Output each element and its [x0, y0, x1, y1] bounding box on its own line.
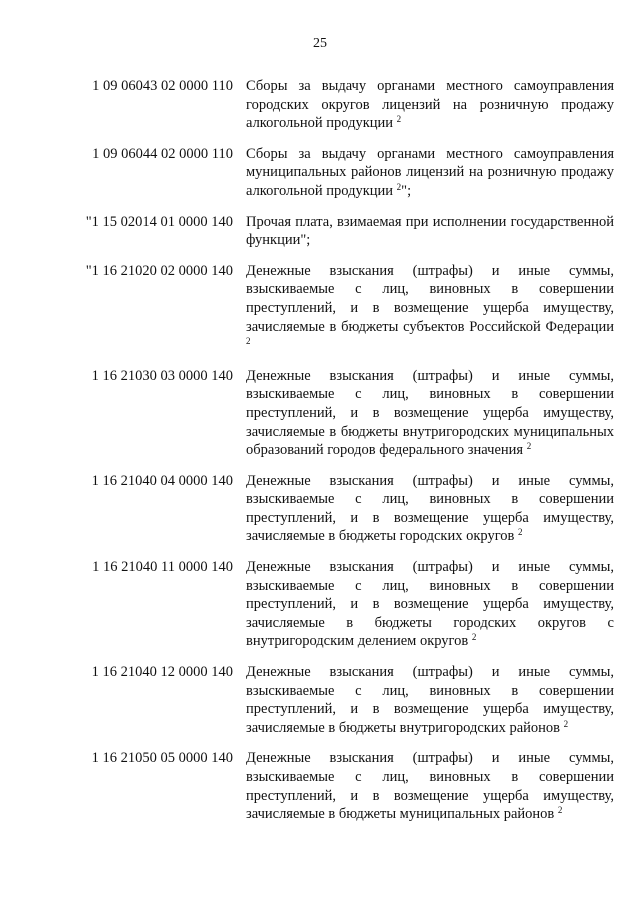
code-description	[246, 213, 614, 250]
budget-code: "1 15 02014 01 0000 140	[85, 213, 233, 230]
table-row	[0, 262, 640, 355]
table-row	[0, 472, 640, 546]
footnote-marker: 2	[518, 527, 523, 538]
budget-code: 1 16 21050 05 0000 140	[91, 750, 233, 767]
footnote-marker: 2	[471, 632, 477, 643]
code-description	[246, 749, 614, 823]
footnote-marker: 2	[246, 336, 251, 347]
description-text: Сборы за выдачу органами местного самоуправления городских округов лицензий на розничную продажу алкогольной продукции	[246, 78, 614, 132]
budget-code: 1 16 21040 11 0000 140	[92, 559, 233, 576]
description-text: Денежные взыскания (штрафы) и иные суммы, взыскиваемые с лиц, виновных в совершении преступлений, и в возмещение ущерба имуществу, зачисляемые в бюджеты внутригородских районов	[246, 664, 614, 736]
code-description	[246, 663, 614, 737]
table-row	[0, 213, 640, 250]
footnote-marker: 2	[557, 805, 563, 816]
description-text: Денежные взыскания (штрафы) и иные суммы, взыскиваемые с лиц, виновных в совершении преступлений, и в возмещение ущерба имуществу, зачисляемые в бюджеты субъектов Российской Федерации	[246, 262, 614, 335]
budget-code: 1 16 21040 12 0000 140	[91, 664, 233, 681]
description-text: Денежные взыскания (штрафы) и иные суммы, взыскиваемые с лиц, виновных в совершении преступлений, и в возмещение ущерба имуществу, зачисляемые в бюджеты городских округов	[246, 472, 614, 545]
budget-code: 1 16 21030 03 0000 140	[91, 367, 233, 384]
description-text: Прочая плата, взимаемая при исполнении государственной функции";	[246, 213, 614, 249]
description-text: Денежные взыскания (штрафы) и иные суммы, взыскиваемые с лиц, виновных в совершении преступлений, и в возмещение ущерба имуществу, зачисляемые в бюджеты муниципальных районов	[246, 750, 614, 823]
footnote-marker: 2	[563, 718, 569, 729]
table-row	[0, 663, 640, 737]
table-row	[0, 558, 640, 651]
table-row	[0, 749, 640, 823]
description-text: Денежные взыскания (штрафы) и иные суммы, взыскиваемые с лиц, виновных в совершении преступлений, и в возмещение ущерба имуществу, зачисляемые в бюджеты внутригородских муниципальных образований городов федерального значения	[246, 367, 614, 459]
code-description	[246, 145, 614, 201]
budget-code: 1 09 06044 02 0000 110	[92, 145, 233, 162]
table-row	[0, 145, 640, 201]
code-table	[0, 77, 640, 836]
code-description	[246, 262, 614, 355]
table-row	[0, 367, 640, 460]
footnote-marker: 2	[526, 441, 532, 452]
description-text: Сборы за выдачу органами местного самоуправления муниципальных районов лицензий на розничную продажу алкогольной продукции	[246, 145, 614, 199]
budget-code: 1 09 06043 02 0000 110	[92, 78, 233, 94]
description-suffix: ";	[401, 182, 412, 199]
code-description	[246, 472, 614, 546]
budget-code: 1 16 21040 04 0000 140	[91, 472, 233, 489]
table-row	[0, 77, 640, 133]
code-description	[246, 558, 614, 651]
footnote-marker: 2	[396, 181, 402, 192]
budget-code: "1 16 21020 02 0000 140	[85, 262, 233, 279]
description-text: Денежные взыскания (штрафы) и иные суммы, взыскиваемые с лиц, виновных в совершении преступлений, и в возмещение ущерба имуществу, зачисляемые в бюджеты городских округов с внутригородским делением округов	[246, 559, 614, 650]
footnote-marker: 2	[396, 114, 402, 125]
code-description	[246, 77, 614, 133]
code-description	[246, 367, 614, 460]
page-number: 25	[313, 36, 327, 51]
